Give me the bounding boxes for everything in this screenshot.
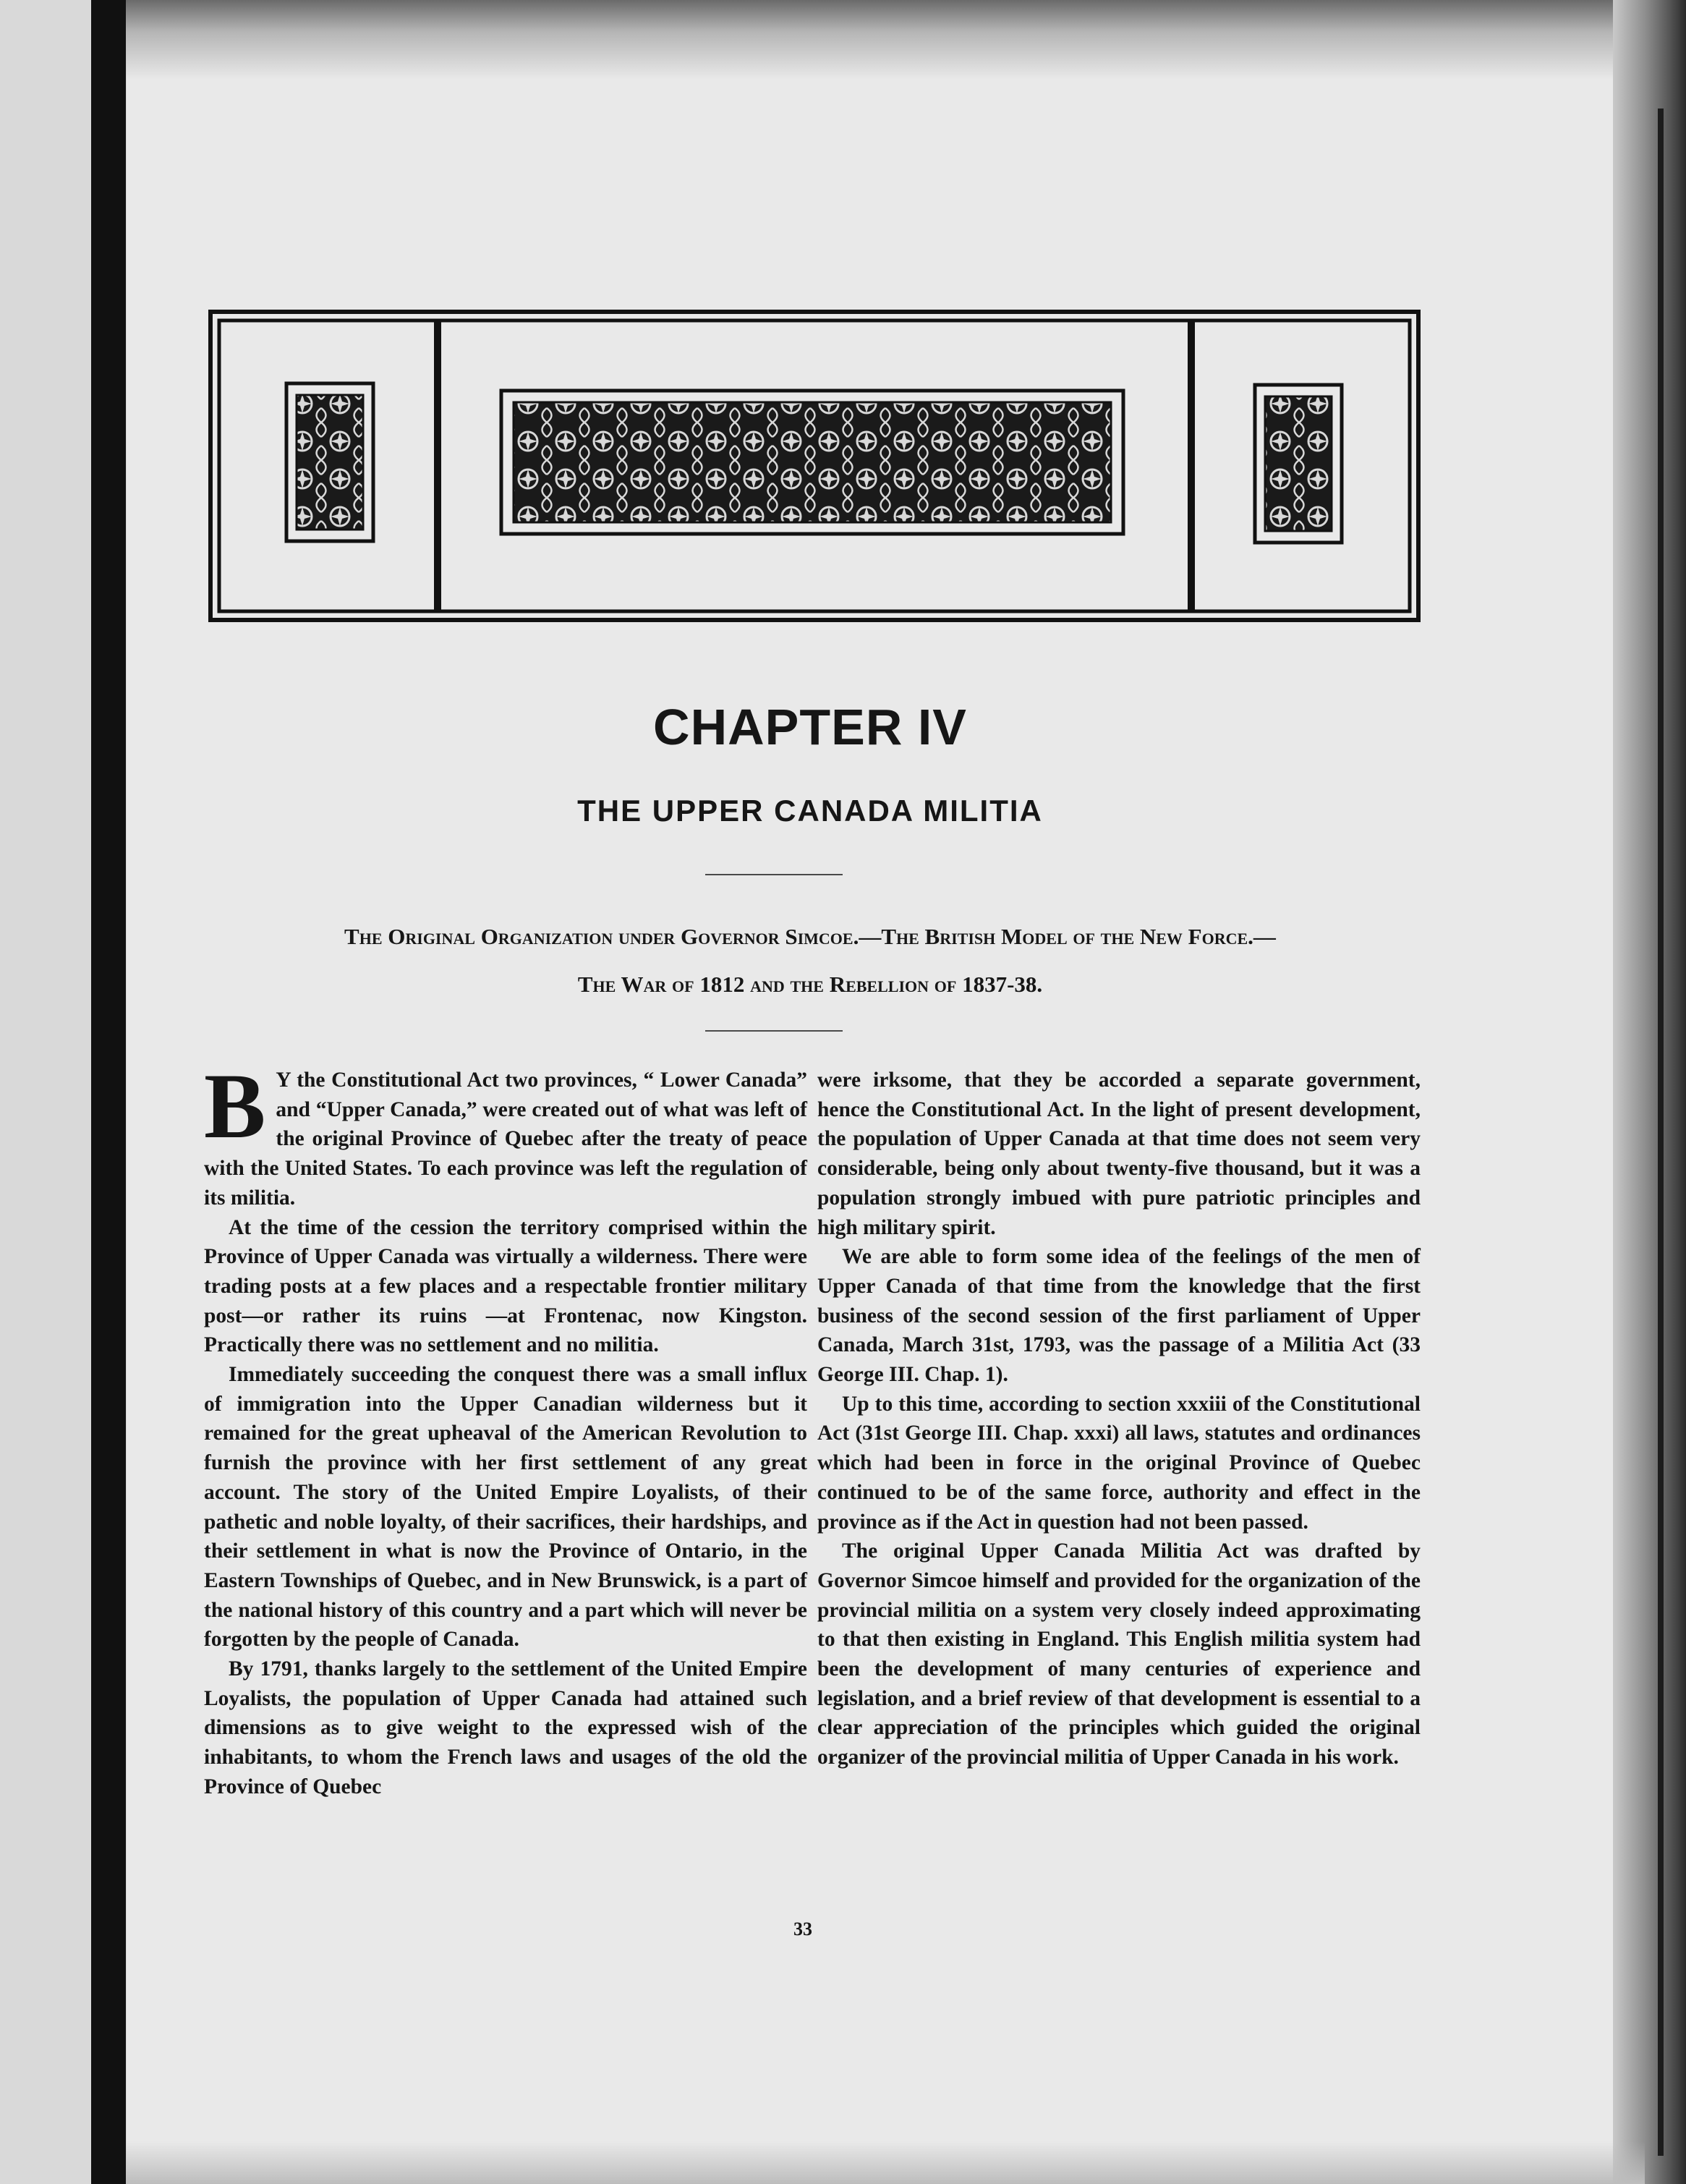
page-top-shadow xyxy=(126,0,1645,80)
drop-cap: B xyxy=(204,1055,266,1157)
summary-line-2: The War of 1812 and the Rebellion of 1837-38. xyxy=(577,972,1043,997)
paragraph: At the time of the cession the territory comprised within the Province of Upper Canada was virtually a wilderness. There were trading posts at a few places and a respectable frontier military post—or rather its ruins —at Frontenac, now Kingston. Practically there was no settlement and no militia. xyxy=(204,1215,807,1357)
paragraph: Up to this time, according to section xxxiii of the Constitutional Act (31st George III. Chap. xxxi) all laws, statutes and ordinances which had been in force in the original Province of Quebec continued to be of the same force, authority and effect in the province as if the Act in question had not been passed. xyxy=(817,1392,1421,1534)
chapter-title: CHAPTER IV xyxy=(653,699,967,755)
divider-rule xyxy=(705,874,843,875)
page-right-shadow xyxy=(1613,0,1686,2184)
paragraph: Immediately succeeding the conquest there was a small influx of immigration into the Upper Canadian wilderness but it remained for the great upheaval of the American Revolution to furnish the province with her first settlement of any great account. The story of the United Empire Loyalists, of their pathetic and noble loyalty, of their sacrifices, their hardships, and their settlement in what is now the Province of Ontario, in the Eastern Townships of Quebec, and in New Brunswick, is a part of the national history of this country and a part which will never be forgotten by the people of Canada. xyxy=(204,1363,807,1652)
ornamental-header-frame xyxy=(208,310,1421,622)
summary-line-1: The Original Organization under Governor Simcoe.—The British Model of the New Force.— xyxy=(344,924,1276,949)
left-text-column xyxy=(204,1055,807,1802)
page-number: 33 xyxy=(793,1919,812,1939)
page-right-edge xyxy=(1658,109,1664,2156)
paragraph: The original Upper Canada Militia Act was drafted by Governor Simcoe himself and provided for the organization of the provincial militia on a system very closely indeed approximating to that then existing in England. This English militia system had been the development of many centuries of experience and legislation, and a brief review of that development is essential to a clear appreciation of the principles which guided the original organizer of the provincial militia of Upper Canada in his work. xyxy=(817,1539,1421,1769)
divider-rule xyxy=(705,1030,843,1032)
paragraph-text: Y the Constitutional Act two provinces, “ Lower Canada” and “Upper Canada,” were created out of what was left of the original Province of Quebec after the treaty of peace with the United States. To each province was left the regulation of its militia. xyxy=(204,1068,807,1210)
paragraph: We are able to form some idea of the feelings of the men of Upper Canada of that time from the knowledge that the first business of the second session of the first parliament of Upper Canada, March 31st, 1793, was the passage of a Militia Act (33 George III. Chap. 1). xyxy=(817,1245,1421,1387)
chapter-summary xyxy=(217,913,1403,1008)
book-spine-shadow xyxy=(91,0,126,2184)
right-text-column xyxy=(817,1066,1421,1772)
paragraph: were irksome, that they be accorded a separate government, hence the Constitutional Act. In the light of present development, the population of Upper Canada at that time does not seem very considerable, being only about twenty-five thousand, but it was a population strongly imbued with pure patriotic principles and high military spirit. xyxy=(817,1068,1421,1239)
page-bottom-shadow xyxy=(126,2141,1645,2184)
paragraph: By 1791, thanks largely to the settlement of the United Empire Loyalists, the population of Upper Canada had attained such dimensions as to give weight to the expressed wish of the inhabitants, to whom the French laws and usages of the old the Province of Quebec xyxy=(204,1657,807,1798)
paragraph xyxy=(204,1055,807,1213)
chapter-subtitle: THE UPPER CANADA MILITIA xyxy=(577,794,1043,828)
